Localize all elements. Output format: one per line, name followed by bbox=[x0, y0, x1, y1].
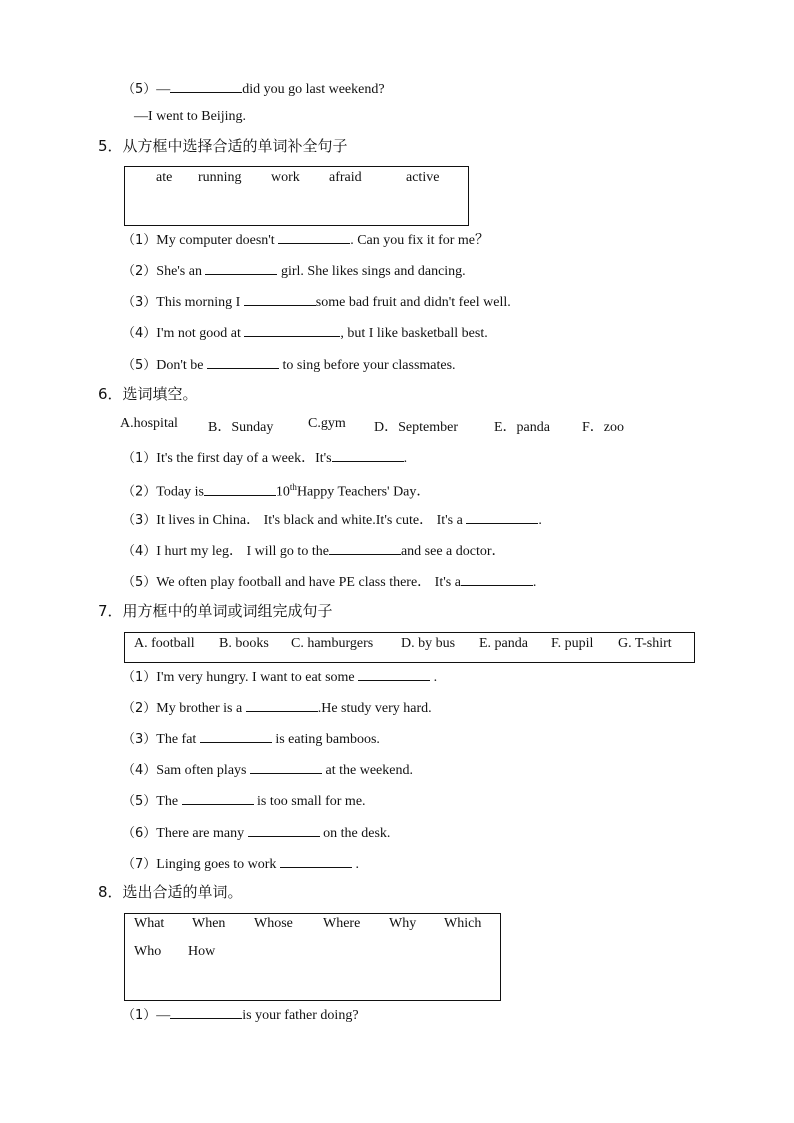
word-option: F. pupil bbox=[551, 636, 594, 651]
section-title: 从方框中选择合适的单词补全句子 bbox=[122, 137, 348, 155]
item-text: She's an bbox=[156, 264, 206, 279]
answer-blank[interactable] bbox=[461, 571, 533, 586]
s6-item-3 bbox=[122, 509, 542, 530]
section-title: 选词填空。 bbox=[122, 385, 198, 403]
item-text: .He study very hard. bbox=[317, 701, 432, 716]
item-text: some bad fruit and didn't feel well. bbox=[315, 295, 511, 310]
word-option: A. football bbox=[134, 636, 195, 651]
s6-item-5 bbox=[122, 571, 536, 592]
answer-blank[interactable] bbox=[170, 78, 242, 93]
item-number: （4） bbox=[122, 544, 157, 559]
item-text: Today is bbox=[156, 484, 204, 500]
word-option: Who bbox=[134, 944, 162, 959]
answer-blank[interactable] bbox=[329, 540, 401, 555]
item-text: My computer doesn't bbox=[156, 233, 279, 248]
item-text: The bbox=[156, 794, 182, 809]
item-number: （3） bbox=[122, 295, 157, 310]
answer-blank[interactable] bbox=[244, 291, 316, 306]
item-number: （2） bbox=[122, 701, 157, 716]
answer-blank[interactable] bbox=[205, 260, 277, 275]
s8-item-1 bbox=[122, 1004, 359, 1025]
section-title: 用方框中的单词或词组完成句子 bbox=[122, 602, 333, 620]
item-text: did you go last weekend? bbox=[242, 82, 385, 97]
answer-blank[interactable] bbox=[466, 509, 538, 524]
item-text: Sam often plays bbox=[156, 763, 250, 778]
section-8-heading bbox=[98, 882, 243, 902]
s5-item-2 bbox=[122, 260, 466, 281]
item-text: is eating bamboos. bbox=[271, 732, 380, 747]
q4-answer-5: —I went to Beijing. bbox=[134, 109, 246, 124]
item-number: （1） bbox=[122, 233, 157, 248]
item-text: I'm not good at bbox=[156, 326, 245, 341]
item-number: （6） bbox=[122, 826, 157, 841]
word-option: afraid bbox=[329, 170, 362, 185]
word-option: E. panda bbox=[479, 636, 528, 651]
item-number: （7） bbox=[122, 857, 157, 872]
word-option: work bbox=[271, 170, 300, 185]
item-number: （4） bbox=[122, 326, 157, 341]
answer-blank[interactable] bbox=[358, 666, 430, 681]
s6-item-4 bbox=[122, 540, 506, 561]
word-option: ate bbox=[156, 170, 173, 185]
item-text: The fat bbox=[156, 732, 200, 747]
item-number: （1） bbox=[122, 670, 157, 685]
item-number: （3） bbox=[122, 732, 157, 747]
item-number: （5） bbox=[122, 575, 157, 590]
option: C.gym bbox=[308, 416, 346, 431]
answer-blank[interactable] bbox=[170, 1004, 242, 1019]
word-option: G. T-shirt bbox=[618, 636, 672, 651]
item-number: （1） bbox=[122, 1008, 157, 1023]
item-number: （2） bbox=[122, 484, 157, 500]
item-number: （4） bbox=[122, 763, 157, 778]
item-text: is your father doing? bbox=[242, 1008, 359, 1023]
answer-blank[interactable] bbox=[207, 354, 279, 369]
section-7-heading bbox=[98, 601, 333, 621]
word-option: Whose bbox=[254, 916, 293, 931]
item-text: 10 bbox=[275, 484, 290, 500]
item-text: to sing before your classmates. bbox=[279, 358, 456, 373]
s7-item-6 bbox=[122, 822, 390, 843]
s6-item-1 bbox=[122, 447, 407, 468]
item-text: Don't be bbox=[156, 358, 208, 373]
section-title: 选出合适的单词。 bbox=[122, 883, 243, 901]
word-option: What bbox=[134, 916, 165, 931]
word-option: active bbox=[406, 170, 440, 185]
answer-blank[interactable] bbox=[244, 322, 340, 337]
s5-item-5 bbox=[122, 354, 456, 375]
word-option: running bbox=[198, 170, 242, 185]
s7-item-4 bbox=[122, 759, 413, 780]
answer-blank[interactable] bbox=[250, 759, 322, 774]
dash: — bbox=[156, 1008, 171, 1023]
item-text: My brother is a bbox=[156, 701, 246, 716]
item-text: girl. She likes sings and dancing. bbox=[277, 264, 466, 279]
word-option: C. hamburgers bbox=[291, 636, 374, 651]
item-text: We often play football and have PE class there． It's a bbox=[156, 575, 461, 590]
s7-item-2 bbox=[122, 697, 432, 718]
item-text: Happy Teachers' Day． bbox=[296, 484, 431, 500]
s6-item-2 bbox=[122, 478, 430, 502]
superscript: th bbox=[289, 482, 297, 492]
word-option: D. by bus bbox=[401, 636, 456, 651]
answer-blank[interactable] bbox=[182, 790, 254, 805]
option: D．September bbox=[374, 420, 458, 435]
item-text: . Can you fix it for me？ bbox=[350, 233, 489, 248]
section-5-heading bbox=[98, 136, 348, 156]
item-text: Linging goes to work bbox=[156, 857, 280, 872]
option: B．Sunday bbox=[208, 420, 274, 435]
s7-item-5 bbox=[122, 790, 366, 811]
item-number: （2） bbox=[122, 264, 157, 279]
s5-item-4 bbox=[122, 322, 488, 343]
answer-blank[interactable] bbox=[248, 822, 320, 837]
item-text: . bbox=[430, 670, 438, 685]
word-option: How bbox=[188, 944, 216, 959]
section-number: 6． bbox=[98, 385, 123, 403]
s7-item-1 bbox=[122, 666, 437, 687]
item-text: . bbox=[532, 575, 537, 590]
item-text: on the desk. bbox=[319, 826, 391, 841]
s7-item-7 bbox=[122, 853, 359, 874]
q4-item-5 bbox=[122, 78, 385, 99]
option: E．panda bbox=[494, 420, 550, 435]
item-text: It lives in China． It's black and white.It's cute． It's a bbox=[156, 513, 467, 528]
item-text: I'm very hungry. I want to eat some bbox=[156, 670, 359, 685]
item-text: . bbox=[538, 513, 542, 528]
answer-blank[interactable] bbox=[200, 728, 272, 743]
section-6-heading bbox=[98, 384, 198, 404]
section-number: 5． bbox=[98, 137, 123, 155]
s5-item-3 bbox=[122, 291, 511, 312]
item-text: , but I like basketball best. bbox=[340, 326, 488, 341]
answer-blank[interactable] bbox=[246, 697, 318, 712]
item-number: （5） bbox=[122, 794, 157, 809]
word-option: Why bbox=[389, 916, 417, 931]
item-text: This morning I bbox=[156, 295, 244, 310]
answer-blank[interactable] bbox=[332, 447, 404, 462]
s5-item-1 bbox=[122, 229, 489, 250]
s7-item-3 bbox=[122, 728, 380, 749]
answer-blank[interactable] bbox=[280, 853, 352, 868]
answer-blank[interactable] bbox=[204, 481, 276, 496]
item-text: . bbox=[351, 857, 359, 872]
item-text: is too small for me. bbox=[253, 794, 366, 809]
item-text: at the weekend. bbox=[322, 763, 413, 778]
item-number: （1） bbox=[122, 451, 157, 466]
option: A.hospital bbox=[120, 416, 178, 431]
word-option: Where bbox=[323, 916, 361, 931]
item-number: （5） bbox=[122, 358, 157, 373]
item-text: I hurt my leg． I will go to the bbox=[156, 544, 329, 559]
dash: — bbox=[156, 82, 171, 97]
item-text: . bbox=[403, 451, 408, 466]
word-option: When bbox=[192, 916, 226, 931]
item-text: and see a doctor． bbox=[400, 544, 506, 559]
section-number: 7． bbox=[98, 602, 123, 620]
section-number: 8． bbox=[98, 883, 123, 901]
item-text: It's the first day of a week．It's bbox=[156, 451, 332, 466]
item-text: There are many bbox=[156, 826, 248, 841]
word-option: B. books bbox=[219, 636, 269, 651]
option: F．zoo bbox=[582, 420, 624, 435]
item-number: （3） bbox=[122, 513, 157, 528]
item-number: （5） bbox=[122, 82, 157, 97]
answer-blank[interactable] bbox=[278, 229, 350, 244]
word-option: Which bbox=[444, 916, 482, 931]
